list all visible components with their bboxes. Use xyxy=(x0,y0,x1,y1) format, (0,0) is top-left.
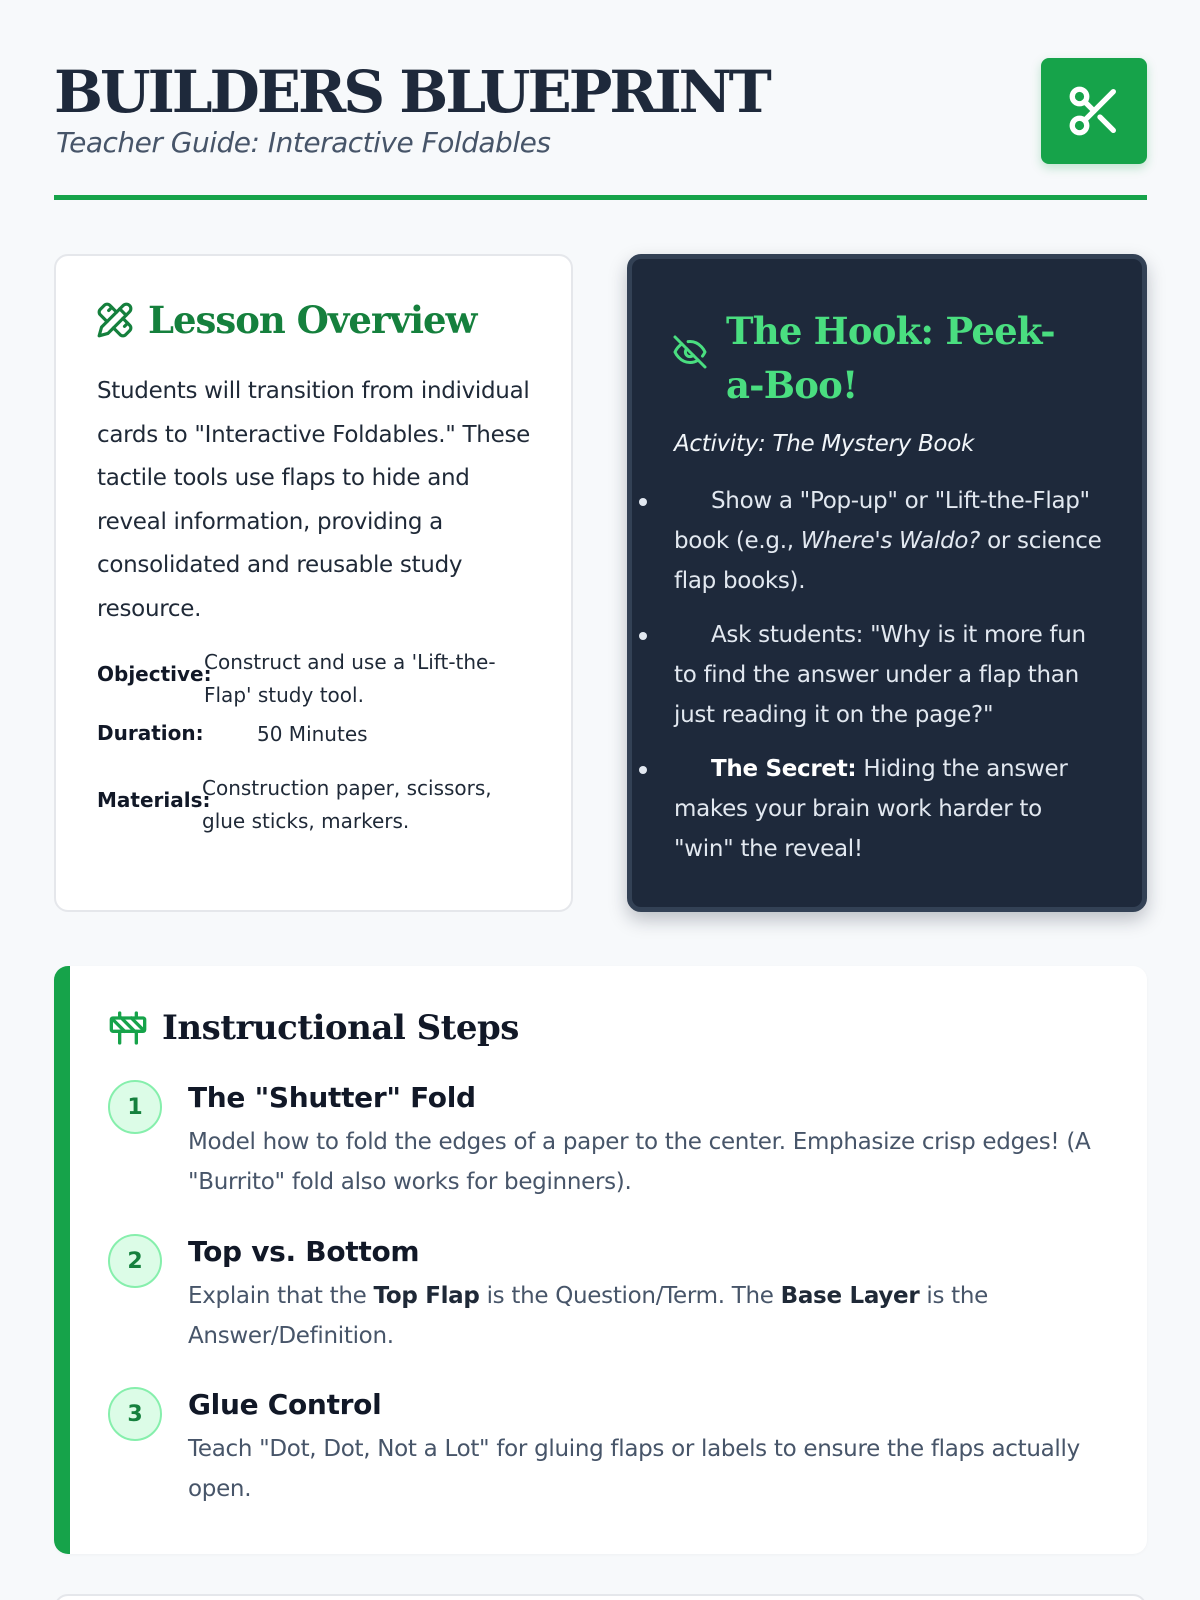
step-description: Model how to fold the edges of a paper to the center. Emphasize crisp edges! (A "Burrito" fold also works for beginners). xyxy=(188,1129,1091,1195)
hook-title: The Hook: Peek-a-Boo! xyxy=(726,309,1055,407)
scissors-icon xyxy=(1065,82,1123,140)
steps-heading xyxy=(108,1008,519,1048)
step-description-term-base-layer: Base Layer xyxy=(780,1283,920,1309)
hook-bullet-3-text: Hiding the answer makes your brain work harder to "win" the reveal! xyxy=(674,756,1068,862)
objective-value: Construct and use a 'Lift-the-Flap' study tool. xyxy=(204,650,496,707)
step-description-text: Explain that the xyxy=(188,1283,374,1309)
step-number: 1 xyxy=(108,1080,162,1134)
hook-bullet-1-text-end: or science flap books). xyxy=(674,528,1102,594)
eye-off-icon xyxy=(672,334,708,370)
duration-label: Duration: xyxy=(97,721,204,745)
materials-row xyxy=(97,772,522,838)
hook-bullet-3-bold: The Secret: xyxy=(711,756,857,782)
step-description-text: is the Question/Term. The xyxy=(479,1283,781,1309)
step-title: Top vs. Bottom xyxy=(188,1235,420,1268)
lesson-overview-title: Lesson Overview xyxy=(148,298,477,342)
step-title: Glue Control xyxy=(188,1388,382,1421)
step-number: 3 xyxy=(108,1387,162,1441)
pencil-ruler-icon xyxy=(96,301,134,339)
lesson-overview-text: Students will transition from individual cards to "Interactive Foldables." These tactile tools use flaps to hide and reveal information, providing a consolidated and reusable study resource. xyxy=(97,378,530,622)
step-description-term-top-flap: Top Flap xyxy=(373,1283,480,1309)
hook-card xyxy=(627,254,1147,912)
step-title: The "Shutter" Fold xyxy=(188,1081,476,1114)
hook-heading xyxy=(672,304,1086,412)
duration-value: 50 Minutes xyxy=(257,722,368,746)
step-description xyxy=(188,1276,1118,1356)
hook-activity: Activity: The Mystery Book xyxy=(674,431,974,457)
hook-bullet-2-text: Ask students: "Why is it more fun to find the answer under a flap than just reading it on the page?" xyxy=(674,622,1086,728)
hook-bullet-1 xyxy=(674,481,1104,601)
steps-title: Instructional Steps xyxy=(162,1008,519,1048)
next-card-edge xyxy=(54,1594,1147,1600)
objective-row xyxy=(97,646,524,712)
step-item xyxy=(108,1234,1118,1356)
step-item xyxy=(108,1387,1118,1509)
page-title: BUILDERS BLUEPRINT xyxy=(54,58,769,126)
lesson-overview-heading xyxy=(96,298,476,342)
step-number: 2 xyxy=(108,1234,162,1288)
page-header xyxy=(54,56,1147,200)
hook-bullet-1-title: Where's Waldo? xyxy=(800,528,981,554)
page-subtitle: Teacher Guide: Interactive Foldables xyxy=(56,126,551,159)
instructional-steps-card xyxy=(54,966,1147,1554)
materials-label: Materials: xyxy=(97,788,211,812)
bullet-dot xyxy=(639,632,647,640)
objective-label: Objective: xyxy=(97,662,212,686)
lesson-overview-card xyxy=(54,254,573,912)
hook-bullet-1-text: Show a "Pop-up" or "Lift-the-Flap" book (e.g., xyxy=(674,488,1090,554)
bullet-dot xyxy=(639,766,647,774)
hook-bullet-2 xyxy=(674,615,1104,735)
step-description-text: is the Answer/Definition. xyxy=(188,1283,989,1349)
duration-row xyxy=(97,721,368,747)
step-description: Teach "Dot, Dot, Not a Lot" for gluing flaps or labels to ensure the flaps actually open. xyxy=(188,1436,1080,1502)
barrier-icon xyxy=(108,1008,148,1048)
bullet-dot xyxy=(639,498,647,506)
materials-value: Construction paper, scissors, glue sticks, markers. xyxy=(202,776,492,833)
hook-bullet-3 xyxy=(674,749,1104,869)
step-item xyxy=(108,1080,1118,1202)
logo-badge xyxy=(1041,58,1147,164)
hook-list xyxy=(674,481,1104,883)
